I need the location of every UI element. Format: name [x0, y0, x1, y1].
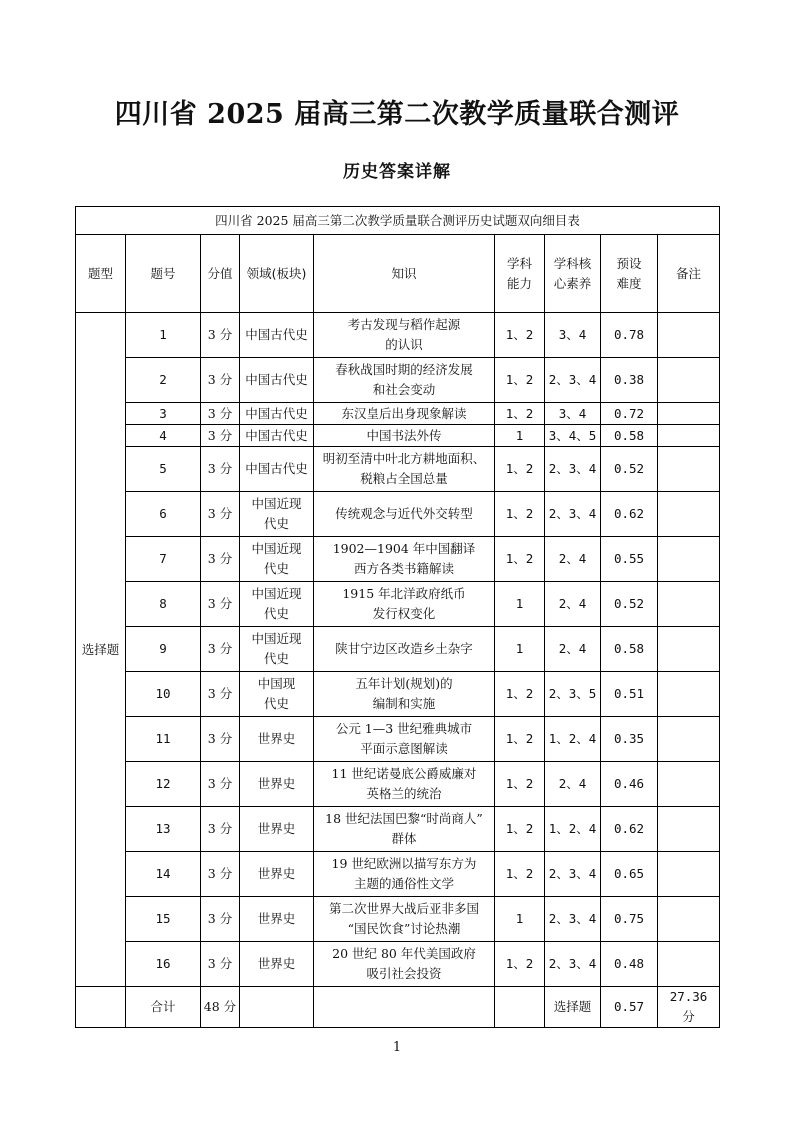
ability-cell: 1、2 [495, 942, 545, 987]
table-row [76, 537, 720, 582]
total-label-cell: 合计 [126, 987, 201, 1028]
table-row [76, 897, 720, 942]
question-type-cell: 选择题 [76, 313, 126, 987]
header-type: 题型 [76, 235, 126, 313]
knowledge-cell: 陕甘宁边区改造乡土杂字 [314, 627, 495, 672]
ability-cell: 1、2 [495, 358, 545, 403]
knowledge-cell: 考古发现与稻作起源 的认识 [314, 313, 495, 358]
question-number-cell: 2 [126, 358, 201, 403]
table-row [76, 358, 720, 403]
ability-cell: 1 [495, 425, 545, 447]
ability-cell: 1、2 [495, 403, 545, 425]
question-number-cell: 3 [126, 403, 201, 425]
domain-cell: 世界史 [240, 897, 314, 942]
literacy-cell: 3、4 [545, 313, 601, 358]
total-difficulty-cell: 0.57 [601, 987, 658, 1028]
question-number-cell: 4 [126, 425, 201, 447]
table-row [76, 627, 720, 672]
total-score-cell: 48 分 [201, 987, 240, 1028]
table-row [76, 717, 720, 762]
question-number-cell: 15 [126, 897, 201, 942]
ability-cell: 1、2 [495, 447, 545, 492]
domain-cell: 世界史 [240, 852, 314, 897]
remark-cell [658, 942, 720, 987]
difficulty-cell: 0.52 [601, 447, 658, 492]
difficulty-cell: 0.72 [601, 403, 658, 425]
remark-cell [658, 807, 720, 852]
total-empty-cell [76, 987, 126, 1028]
table-row [76, 942, 720, 987]
remark-cell [658, 627, 720, 672]
score-cell: 3 分 [201, 313, 240, 358]
knowledge-cell: 传统观念与近代外交转型 [314, 492, 495, 537]
score-cell: 3 分 [201, 942, 240, 987]
remark-cell [658, 672, 720, 717]
header-difficulty: 预设 难度 [601, 235, 658, 313]
table-row [76, 762, 720, 807]
header-score: 分值 [201, 235, 240, 313]
literacy-cell: 2、3、4 [545, 492, 601, 537]
table-row [76, 447, 720, 492]
header-remark: 备注 [658, 235, 720, 313]
table-row [76, 852, 720, 897]
literacy-cell: 1、2、4 [545, 807, 601, 852]
score-cell: 3 分 [201, 852, 240, 897]
header-literacy: 学科核 心素养 [545, 235, 601, 313]
question-number-cell: 14 [126, 852, 201, 897]
knowledge-cell: 第二次世界大战后亚非多国 “国民饮食”讨论热潮 [314, 897, 495, 942]
knowledge-cell: 五年计划(规划)的 编制和实施 [314, 672, 495, 717]
domain-cell: 世界史 [240, 807, 314, 852]
literacy-cell: 2、3、4 [545, 358, 601, 403]
knowledge-cell: 明初至清中叶北方耕地面积、 税粮占全国总量 [314, 447, 495, 492]
total-remark-cell: 27.36 分 [658, 987, 720, 1028]
question-number-cell: 7 [126, 537, 201, 582]
remark-cell [658, 582, 720, 627]
score-cell: 3 分 [201, 672, 240, 717]
ability-cell: 1 [495, 627, 545, 672]
knowledge-cell: 1915 年北洋政府纸币 发行权变化 [314, 582, 495, 627]
domain-cell: 中国古代史 [240, 358, 314, 403]
difficulty-cell: 0.75 [601, 897, 658, 942]
score-cell: 3 分 [201, 447, 240, 492]
literacy-cell: 3、4、5 [545, 425, 601, 447]
difficulty-cell: 0.46 [601, 762, 658, 807]
score-cell: 3 分 [201, 897, 240, 942]
question-number-cell: 10 [126, 672, 201, 717]
question-number-cell: 6 [126, 492, 201, 537]
remark-cell [658, 852, 720, 897]
total-empty-cell [314, 987, 495, 1028]
page-number: 1 [392, 1040, 402, 1055]
literacy-cell: 2、3、4 [545, 447, 601, 492]
specification-table [75, 206, 720, 1028]
knowledge-cell: 春秋战国时期的经济发展 和社会变动 [314, 358, 495, 403]
total-row [76, 987, 720, 1028]
remark-cell [658, 897, 720, 942]
knowledge-cell: 19 世纪欧洲以描写东方为 主题的通俗性文学 [314, 852, 495, 897]
total-empty-cell [240, 987, 314, 1028]
score-cell: 3 分 [201, 537, 240, 582]
domain-cell: 中国近现 代史 [240, 492, 314, 537]
literacy-cell: 2、3、5 [545, 672, 601, 717]
ability-cell: 1、2 [495, 492, 545, 537]
difficulty-cell: 0.65 [601, 852, 658, 897]
domain-cell: 中国近现 代史 [240, 627, 314, 672]
table-row [76, 492, 720, 537]
question-number-cell: 13 [126, 807, 201, 852]
question-number-cell: 16 [126, 942, 201, 987]
score-cell: 3 分 [201, 762, 240, 807]
difficulty-cell: 0.78 [601, 313, 658, 358]
literacy-cell: 3、4 [545, 403, 601, 425]
literacy-cell: 1、2、4 [545, 717, 601, 762]
page-subtitle: 历史答案详解 [343, 162, 451, 182]
domain-cell: 世界史 [240, 762, 314, 807]
ability-cell: 1、2 [495, 672, 545, 717]
knowledge-cell: 11 世纪诺曼底公爵威廉对 英格兰的统治 [314, 762, 495, 807]
score-cell: 3 分 [201, 492, 240, 537]
difficulty-cell: 0.58 [601, 627, 658, 672]
table-row [76, 313, 720, 358]
score-cell: 3 分 [201, 403, 240, 425]
question-number-cell: 11 [126, 717, 201, 762]
header-number: 题号 [126, 235, 201, 313]
question-number-cell: 8 [126, 582, 201, 627]
score-cell: 3 分 [201, 627, 240, 672]
remark-cell [658, 425, 720, 447]
total-empty-cell [495, 987, 545, 1028]
difficulty-cell: 0.58 [601, 425, 658, 447]
knowledge-cell: 18 世纪法国巴黎“时尚商人” 群体 [314, 807, 495, 852]
difficulty-cell: 0.48 [601, 942, 658, 987]
domain-cell: 世界史 [240, 717, 314, 762]
difficulty-cell: 0.38 [601, 358, 658, 403]
knowledge-cell: 中国书法外传 [314, 425, 495, 447]
table-row [76, 403, 720, 425]
remark-cell [658, 447, 720, 492]
question-number-cell: 9 [126, 627, 201, 672]
literacy-cell: 2、3、4 [545, 852, 601, 897]
total-type-cell: 选择题 [545, 987, 601, 1028]
ability-cell: 1、2 [495, 852, 545, 897]
remark-cell [658, 492, 720, 537]
difficulty-cell: 0.55 [601, 537, 658, 582]
table-header-row [76, 235, 720, 313]
knowledge-cell: 东汉皇后出身现象解读 [314, 403, 495, 425]
literacy-cell: 2、3、4 [545, 942, 601, 987]
table-caption: 四川省 2025 届高三第二次教学质量联合测评历史试题双向细目表 [76, 207, 720, 235]
domain-cell: 中国古代史 [240, 425, 314, 447]
question-number-cell: 12 [126, 762, 201, 807]
ability-cell: 1、2 [495, 807, 545, 852]
literacy-cell: 2、4 [545, 582, 601, 627]
score-cell: 3 分 [201, 807, 240, 852]
literacy-cell: 2、4 [545, 627, 601, 672]
ability-cell: 1、2 [495, 313, 545, 358]
remark-cell [658, 403, 720, 425]
table-row [76, 672, 720, 717]
ability-cell: 1、2 [495, 717, 545, 762]
knowledge-cell: 1902—1904 年中国翻译 西方各类书籍解读 [314, 537, 495, 582]
remark-cell [658, 717, 720, 762]
table-row [76, 425, 720, 447]
ability-cell: 1、2 [495, 762, 545, 807]
question-number-cell: 5 [126, 447, 201, 492]
ability-cell: 1 [495, 897, 545, 942]
header-ability: 学科 能力 [495, 235, 545, 313]
ability-cell: 1、2 [495, 537, 545, 582]
domain-cell: 中国古代史 [240, 313, 314, 358]
table-row [76, 582, 720, 627]
domain-cell: 中国近现 代史 [240, 537, 314, 582]
score-cell: 3 分 [201, 582, 240, 627]
remark-cell [658, 358, 720, 403]
remark-cell [658, 313, 720, 358]
question-number-cell: 1 [126, 313, 201, 358]
remark-cell [658, 537, 720, 582]
header-domain: 领域(板块) [240, 235, 314, 313]
difficulty-cell: 0.62 [601, 492, 658, 537]
literacy-cell: 2、3、4 [545, 897, 601, 942]
difficulty-cell: 0.51 [601, 672, 658, 717]
domain-cell: 中国古代史 [240, 447, 314, 492]
page-title: 四川省 2025 届高三第二次教学质量联合测评 [114, 99, 680, 130]
header-knowledge: 知识 [314, 235, 495, 313]
ability-cell: 1 [495, 582, 545, 627]
score-cell: 3 分 [201, 425, 240, 447]
remark-cell [658, 762, 720, 807]
difficulty-cell: 0.52 [601, 582, 658, 627]
knowledge-cell: 20 世纪 80 年代美国政府 吸引社会投资 [314, 942, 495, 987]
domain-cell: 中国古代史 [240, 403, 314, 425]
knowledge-cell: 公元 1—3 世纪雅典城市 平面示意图解读 [314, 717, 495, 762]
table-row [76, 807, 720, 852]
literacy-cell: 2、4 [545, 762, 601, 807]
domain-cell: 中国现 代史 [240, 672, 314, 717]
difficulty-cell: 0.35 [601, 717, 658, 762]
difficulty-cell: 0.62 [601, 807, 658, 852]
score-cell: 3 分 [201, 717, 240, 762]
literacy-cell: 2、4 [545, 537, 601, 582]
domain-cell: 世界史 [240, 942, 314, 987]
domain-cell: 中国近现 代史 [240, 582, 314, 627]
score-cell: 3 分 [201, 358, 240, 403]
